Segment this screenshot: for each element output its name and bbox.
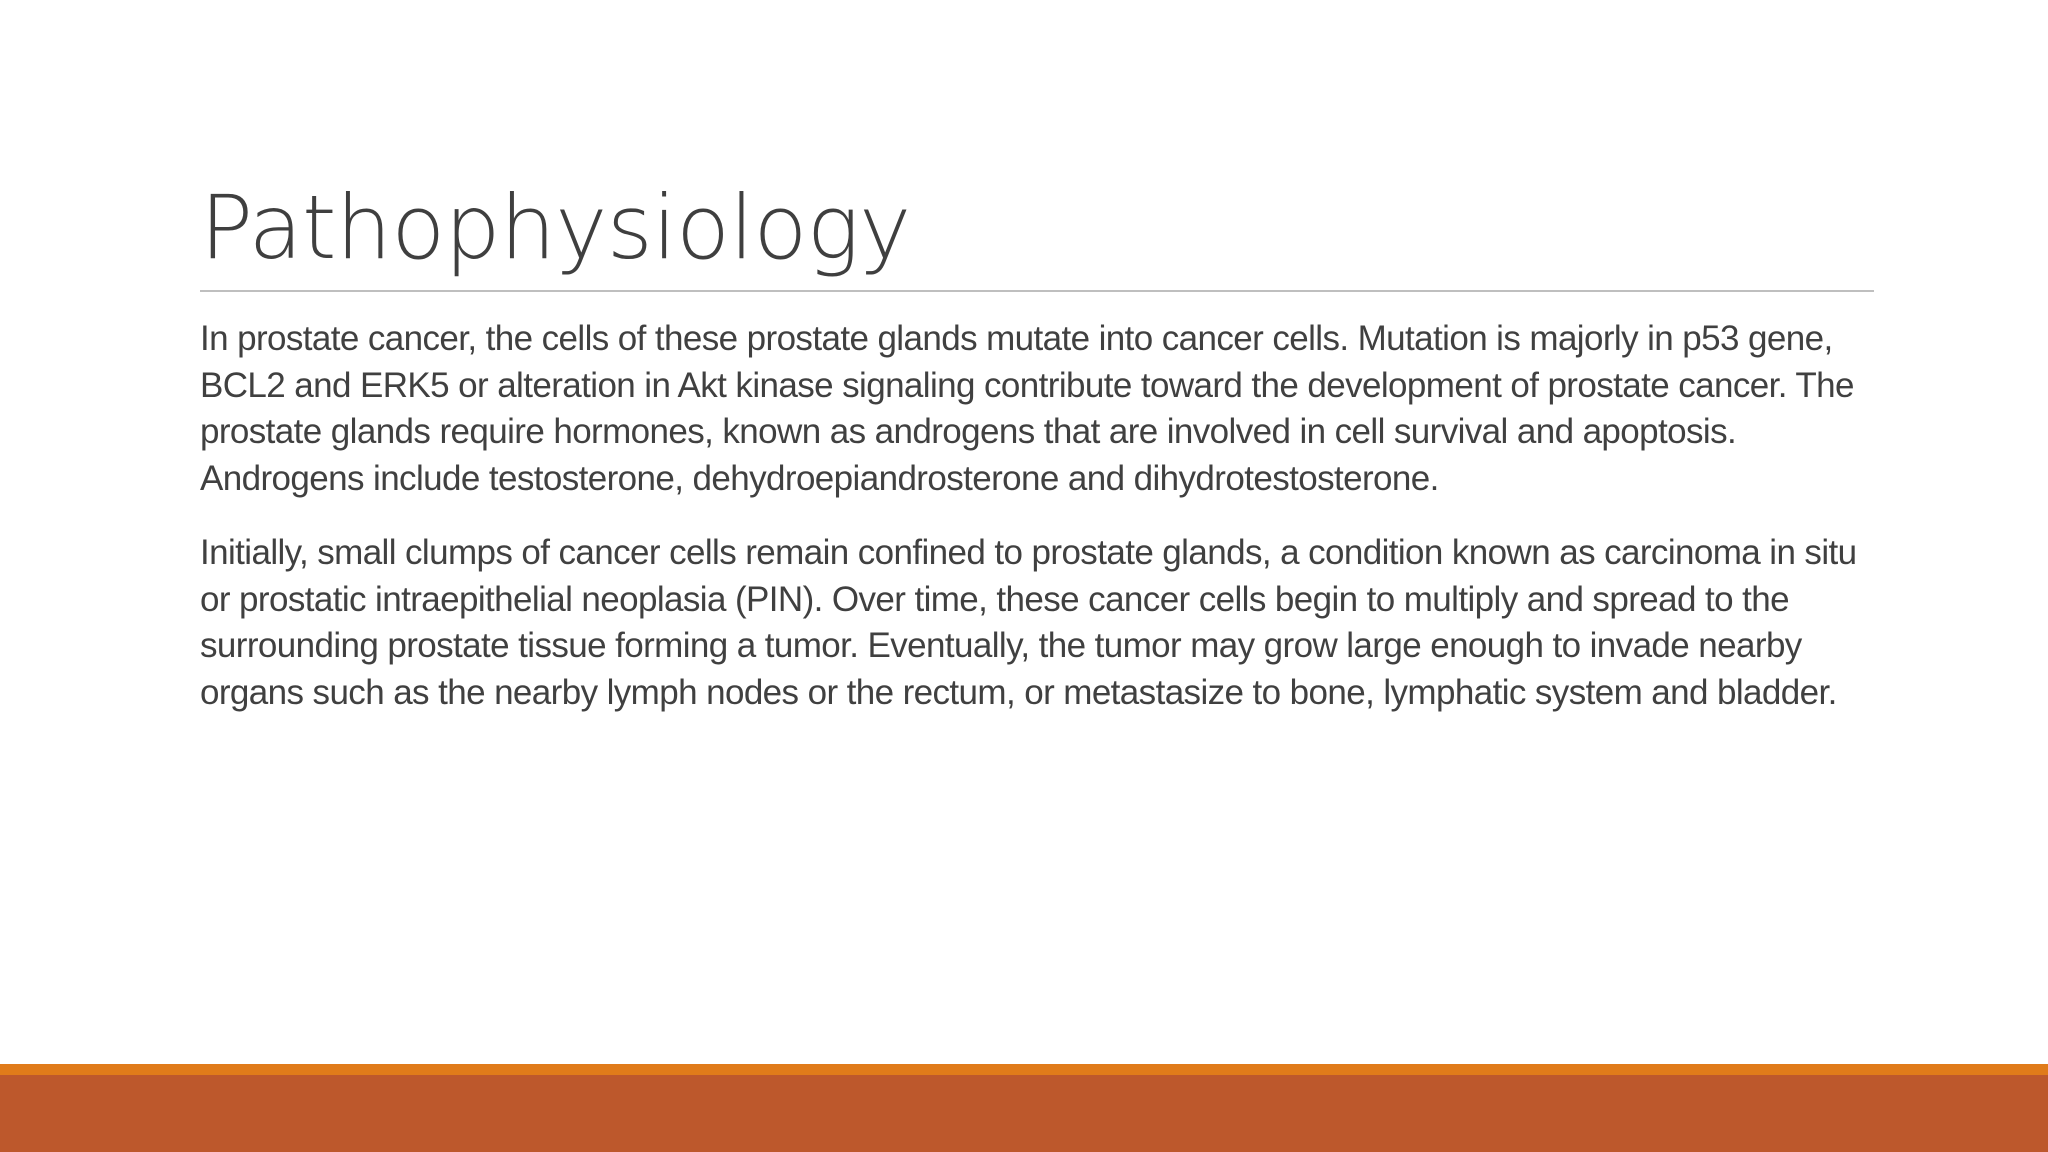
body-paragraph-1: In prostate cancer, the cells of these prostate glands mutate into cancer cells. Mutation is majorly in p53 gene, BCL2 and ERK5 or alteration in Akt kinase signaling contribute toward the development of prostate cancer. The prostate glands require hormones, known as androgens that are involved in cell survival and apoptosis. Androgens include testosterone, dehydroepiandrosterone and dihydrotestosterone.	[200, 319, 1854, 498]
title-divider	[200, 290, 1874, 292]
footer-accent-stripe	[0, 1064, 2048, 1075]
slide-title: Pathophysiology	[200, 176, 911, 279]
footer-band	[0, 1075, 2048, 1152]
body-paragraph-2: Initially, small clumps of cancer cells remain confined to prostate glands, a condition known as carcinoma in situ or prostatic intraepithelial neoplasia (PIN). Over time, these cancer cells begin to multiply and spread to the surrounding prostate tissue forming a tumor. Eventually, the tumor may grow large enough to invade nearby organs such as the nearby lymph nodes or the rectum, or metastasize to bone, lymphatic system and bladder.	[200, 533, 1857, 712]
slide-body	[200, 316, 1874, 744]
